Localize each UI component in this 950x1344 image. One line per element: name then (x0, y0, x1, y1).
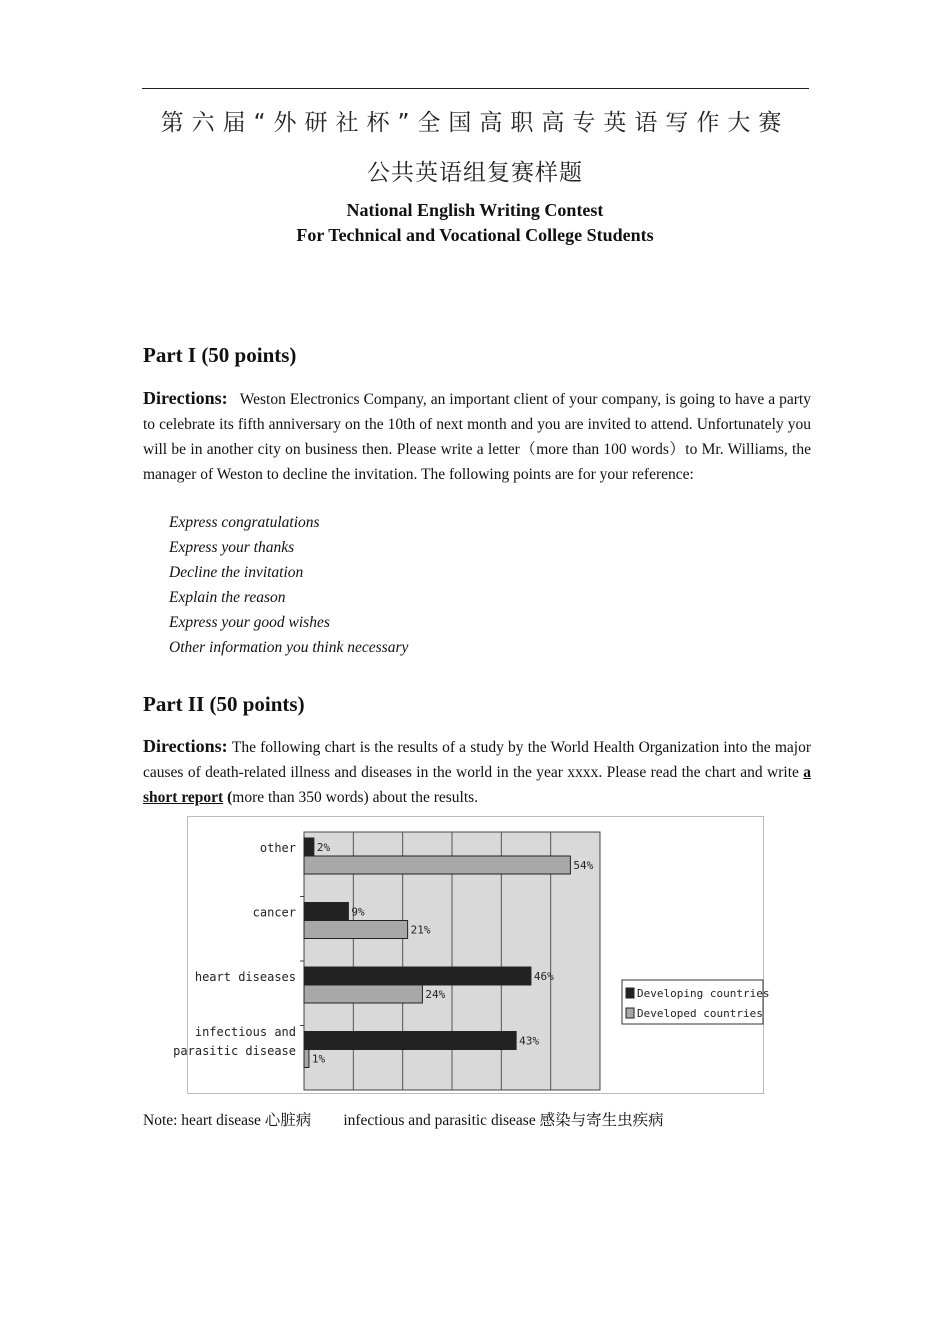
title-chinese-main: 第六届“外研社杯”全国高职高专英语写作大赛 (160, 110, 790, 136)
list-item: Express your good wishes (169, 614, 330, 631)
note (143, 1108, 664, 1130)
bar (304, 1032, 516, 1050)
short-report-link: a short report (143, 764, 811, 806)
part1-directions-label: Directions: (143, 388, 228, 408)
part2-directions (143, 734, 811, 810)
list-item: Explain the reason (169, 589, 286, 606)
bar (304, 856, 570, 874)
legend-label: Developing countries (637, 987, 770, 1000)
part1-directions (143, 386, 811, 487)
note-infectious: infectious and parasitic disease 感染与寄生虫疾病 (343, 1112, 664, 1129)
bar (304, 921, 408, 939)
category-label: infectious and (194, 1025, 296, 1039)
bar (304, 1050, 309, 1068)
part2-directions-text-after: more than 350 words) about the results. (232, 789, 479, 806)
data-label: 46% (533, 970, 554, 983)
chart-container (173, 816, 770, 1094)
part2-directions-label: Directions: (143, 736, 228, 756)
list-item: Express your thanks (169, 539, 295, 556)
paren-open: ( (227, 789, 233, 806)
category-label: other (259, 841, 296, 855)
legend-swatch (626, 1008, 634, 1018)
data-label: 43% (519, 1034, 540, 1048)
bar (304, 838, 314, 856)
data-label: 2% (316, 841, 331, 854)
title-english-main: National English Writing Contest (346, 200, 604, 220)
bar (304, 967, 531, 985)
part1-points-list (169, 510, 408, 660)
list-item: Express congratulations (169, 514, 320, 531)
data-label: 21% (410, 923, 431, 937)
bar (304, 985, 422, 1003)
list-item: Decline the invitation (169, 564, 304, 581)
data-label: 1% (311, 1052, 326, 1066)
data-label: 54% (573, 859, 594, 872)
list-item: Other information you think necessary (169, 639, 409, 656)
part1-directions-text: Weston Electronics Company, an important client of your company, is going to have a party to celebrate its fifth anniversary on the 10th of next month and you are invited to attend. Unfortunately you will be in another city on business then. Please write a letter（more than 100 words）to Mr. Williams, the manager of Weston to decline the invitation. The following points are for your reference: (143, 391, 811, 483)
data-label: 9% (351, 905, 365, 919)
note-heart-disease: Note: heart disease 心脏病 (143, 1112, 312, 1129)
part2-directions-text: The following chart is the results of a study by the World Health Organization into the major causes of death-related illness and diseases in the world in the year xxxx. Please read the chart and write (143, 739, 812, 781)
title-english-sub: For Technical and Vocational College Students (296, 225, 654, 245)
category-label: parasitic disease (173, 1044, 296, 1058)
part2-heading: Part II (50 points) (143, 692, 305, 716)
data-label: 24% (425, 988, 446, 1001)
part1-heading: Part I (50 points) (143, 343, 297, 367)
header-rule (142, 88, 809, 89)
title-chinese-sub: 公共英语组复赛样题 (367, 160, 583, 186)
category-label: heart diseases (194, 970, 296, 984)
legend-swatch (626, 988, 634, 998)
category-label: cancer (252, 905, 296, 920)
legend-label: Developed countries (637, 1007, 763, 1020)
bar (304, 903, 348, 921)
bar-chart (173, 817, 770, 1093)
